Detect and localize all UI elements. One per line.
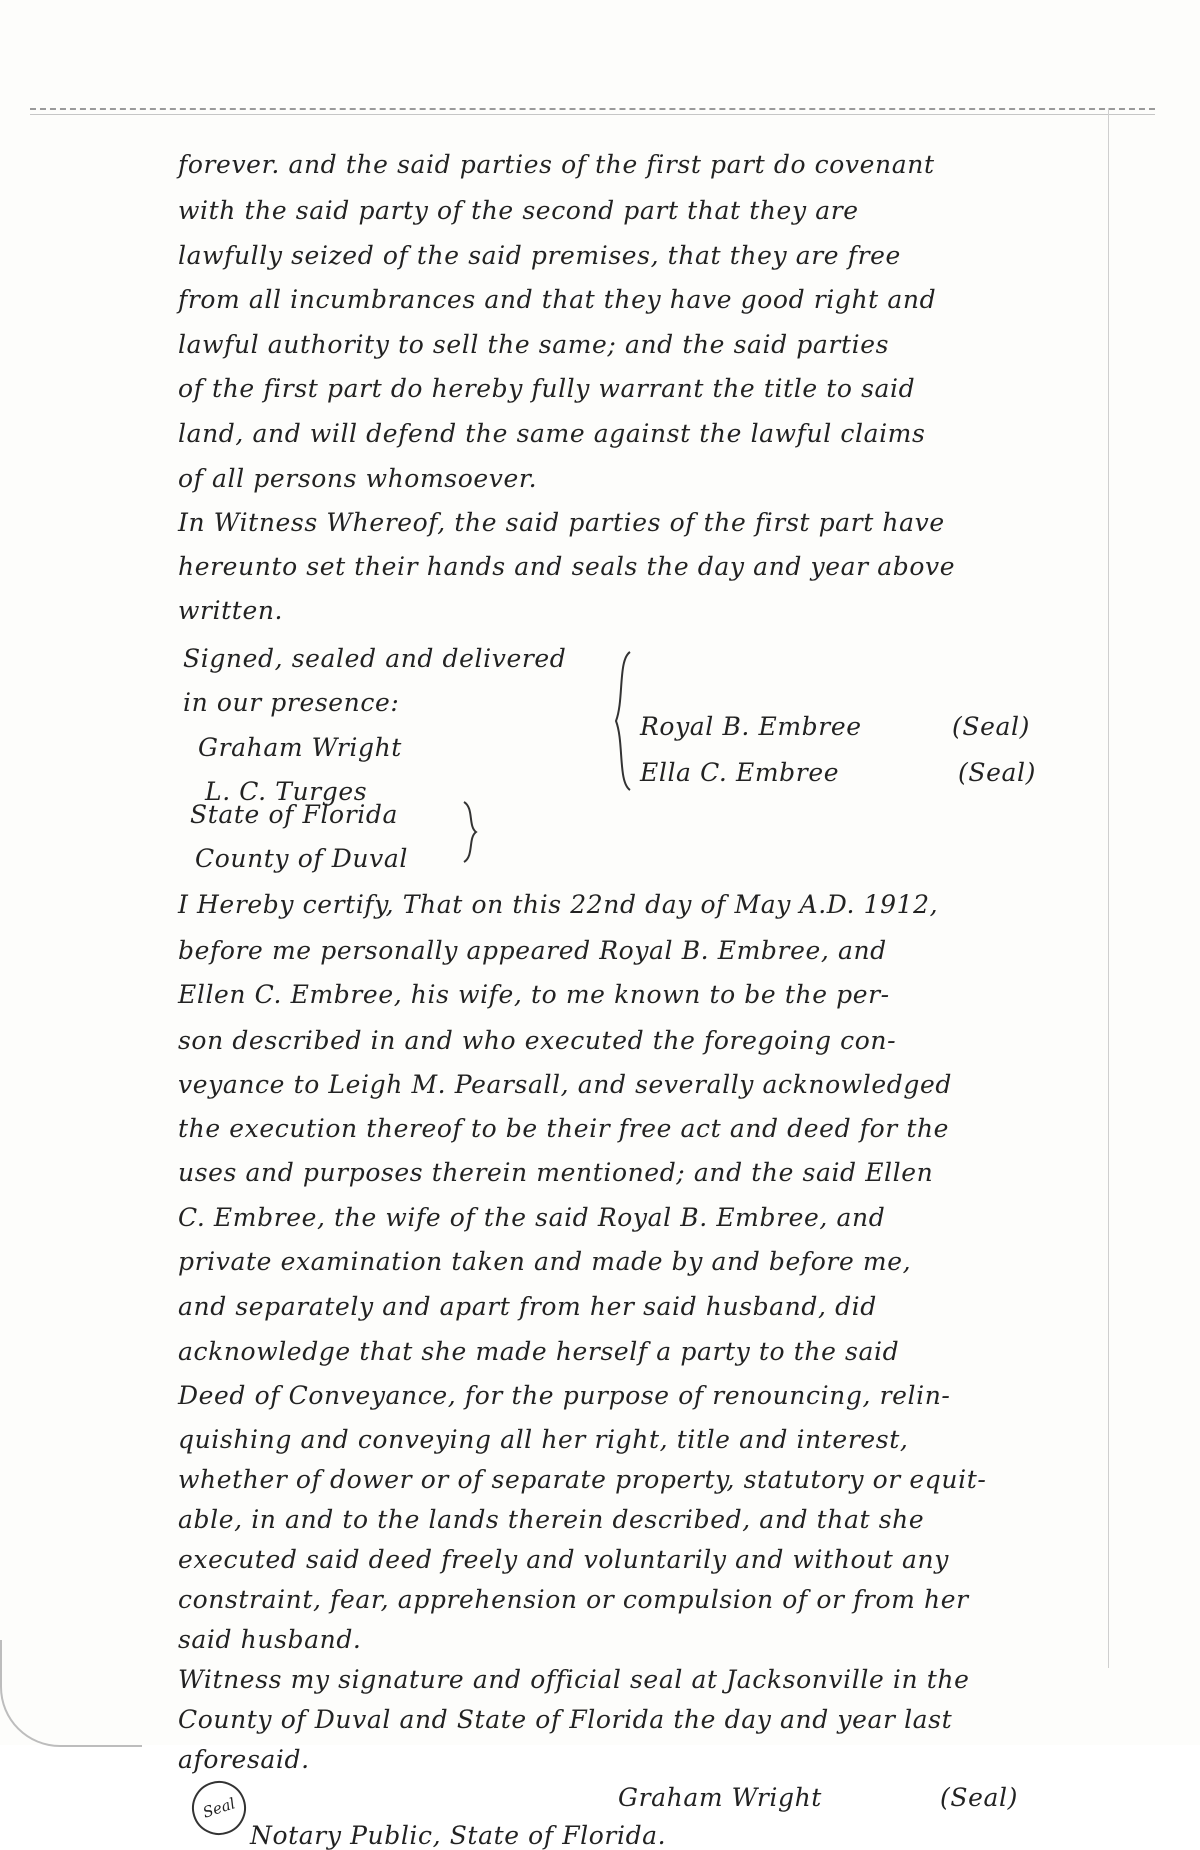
top-border-rule-secondary [30, 114, 1155, 115]
body-line-2: with the said party of the second part that they are [178, 196, 859, 225]
grantor-seal-1: (Seal) [952, 712, 1030, 741]
notary-seal-text: (Seal) [940, 1783, 1018, 1812]
body-line-9: In Witness Whereof, the said parties of the first part have [178, 508, 945, 537]
notary-title: Notary Public, State of Florida. [250, 1821, 667, 1850]
venue-county: County of Duval [195, 844, 408, 873]
right-margin-line [1108, 108, 1109, 1668]
grantor-seal-2: (Seal) [958, 758, 1036, 787]
witness-signature-1: Graham Wright [198, 733, 402, 762]
certificate-line-12: Deed of Conveyance, for the purpose of renouncing, relin- [178, 1381, 951, 1410]
certificate-line-8: C. Embree, the wife of the said Royal B. Embree, and [178, 1203, 886, 1232]
certificate-line-16: executed said deed freely and voluntarily and without any [178, 1545, 949, 1574]
page-corner-curve [0, 1640, 142, 1747]
body-line-11: written. [178, 596, 284, 625]
body-line-1: forever. and the said parties of the first part do covenant [178, 150, 935, 179]
grantor-signature-2: Ella C. Embree [640, 758, 840, 787]
witness-signed-line: Signed, sealed and delivered [183, 644, 567, 673]
body-line-8: of all persons whomsoever. [178, 464, 538, 493]
certificate-line-1: I Hereby certify, That on this 22nd day of May A.D. 1912, [178, 890, 939, 919]
witness-presence-line: in our presence: [183, 688, 400, 717]
body-line-7: land, and will defend the same against the lawful claims [178, 419, 926, 448]
certificate-line-15: able, in and to the lands therein described, and that she [178, 1505, 925, 1534]
top-border-rule [30, 108, 1155, 110]
certificate-line-7: uses and purposes therein mentioned; and the said Ellen [178, 1158, 934, 1187]
certificate-line-3: Ellen C. Embree, his wife, to me known to be the per- [178, 980, 890, 1009]
certificate-line-13: quishing and conveying all her right, title and interest, [178, 1425, 909, 1454]
certificate-line-4: son described in and who executed the foregoing con- [178, 1026, 897, 1055]
body-line-5: lawful authority to sell the same; and the said parties [178, 330, 890, 359]
certificate-line-19: Witness my signature and official seal at Jacksonville in the [178, 1665, 970, 1694]
body-line-4: from all incumbrances and that they have good right and [178, 285, 937, 314]
signature-brace [612, 650, 634, 792]
venue-brace [462, 800, 480, 864]
body-line-6: of the first part do hereby fully warrant the title to said [178, 374, 916, 403]
certificate-line-20: County of Duval and State of Florida the day and year last [178, 1705, 953, 1734]
certificate-line-21: aforesaid. [178, 1745, 310, 1774]
body-line-3: lawfully seized of the said premises, that they are free [178, 241, 901, 270]
certificate-line-14: whether of dower or of separate property, statutory or equit- [178, 1465, 987, 1494]
certificate-line-9: private examination taken and made by and before me, [178, 1247, 912, 1276]
certificate-line-18: said husband. [178, 1625, 362, 1654]
body-line-10: hereunto set their hands and seals the day and year above [178, 552, 956, 581]
certificate-line-6: the execution thereof to be their free act and deed for the [178, 1114, 950, 1143]
certificate-line-5: veyance to Leigh M. Pearsall, and severally acknowledged [178, 1070, 952, 1099]
certificate-line-17: constraint, fear, apprehension or compulsion of or from her [178, 1585, 969, 1614]
venue-state: State of Florida [190, 800, 398, 829]
witness-signature-2: L. C. Turges [205, 777, 368, 806]
certificate-line-10: and separately and apart from her said husband, did [178, 1292, 877, 1321]
certificate-line-11: acknowledge that she made herself a party to the said [178, 1337, 900, 1366]
notary-seal-stamp: Seal [185, 1774, 253, 1842]
certificate-line-2: before me personally appeared Royal B. Embree, and [178, 936, 887, 965]
notary-signature: Graham Wright [618, 1783, 822, 1812]
grantor-signature-1: Royal B. Embree [640, 712, 862, 741]
